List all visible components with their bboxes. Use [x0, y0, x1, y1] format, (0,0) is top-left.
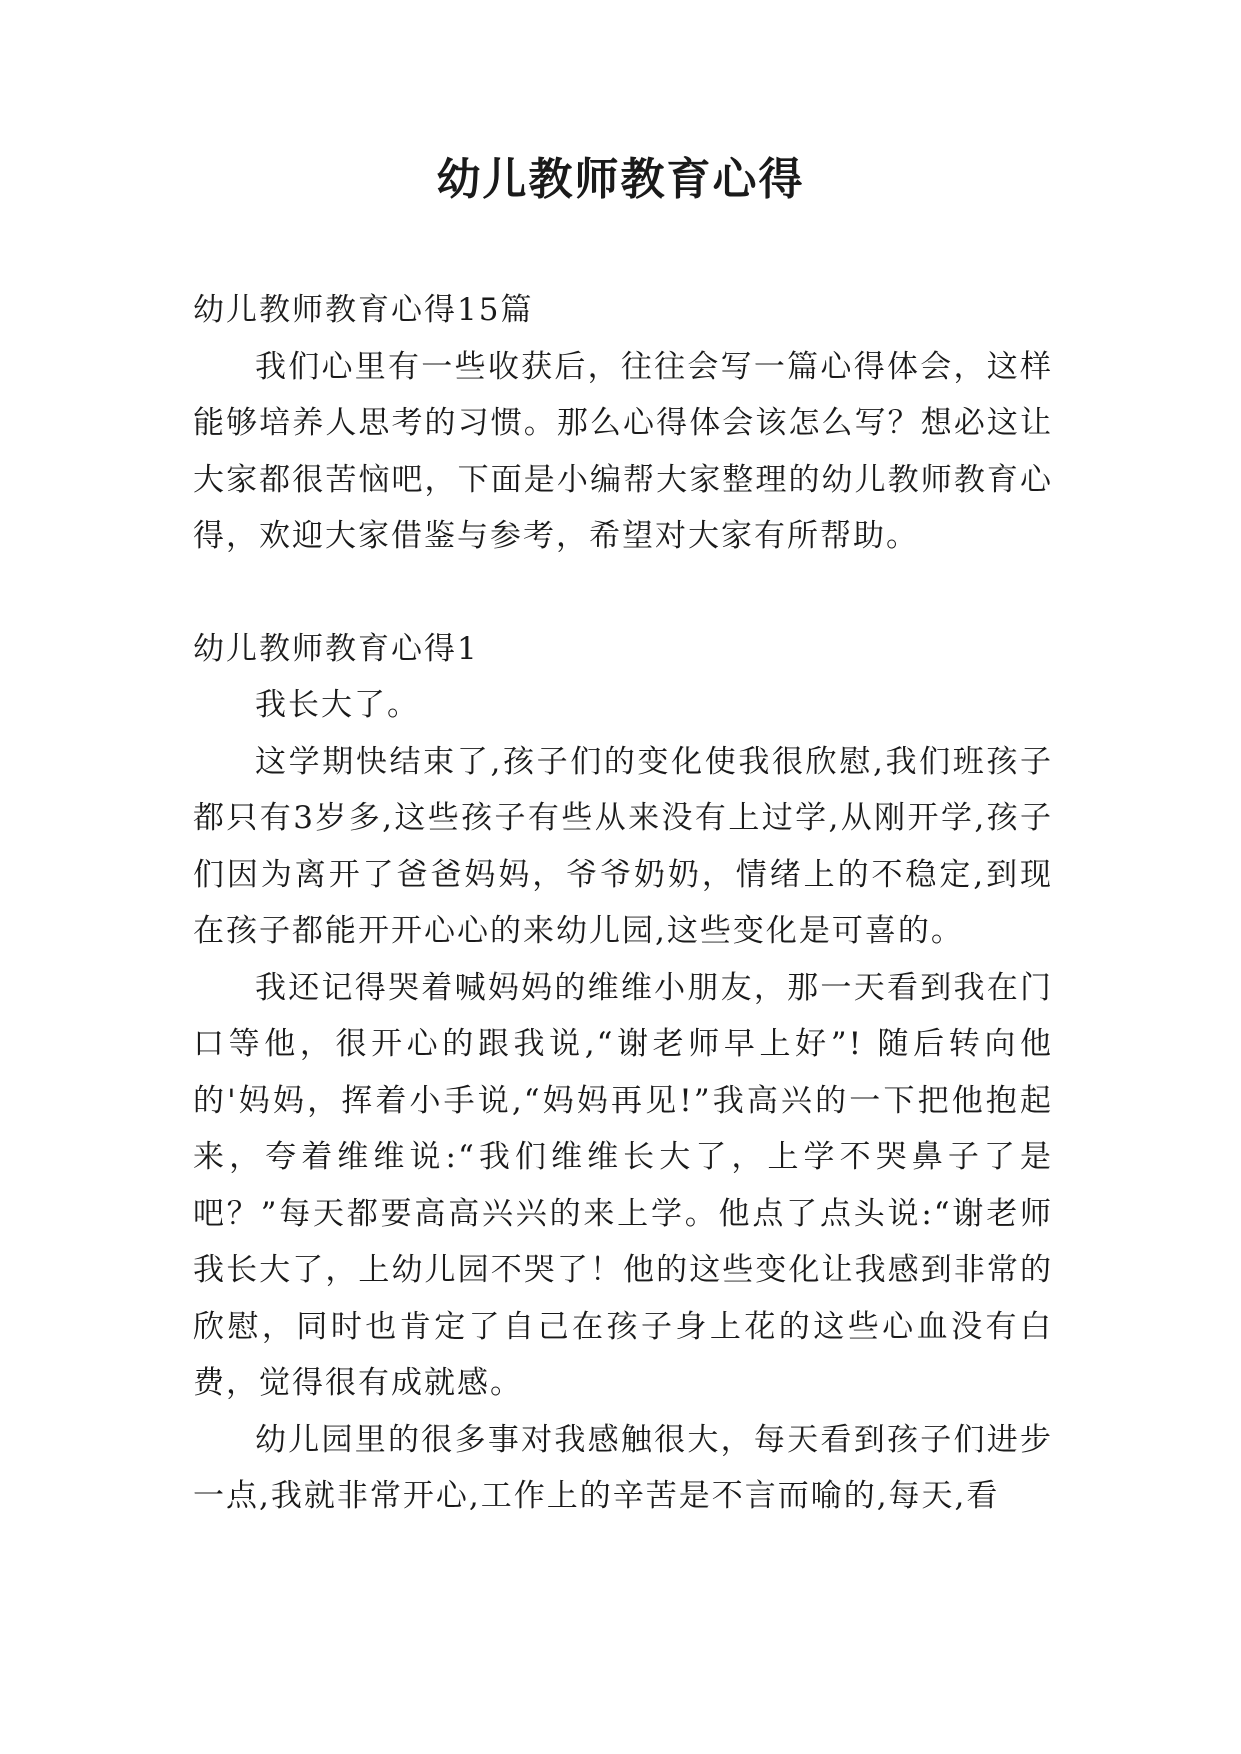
- document-title: 幼儿教师教育心得: [436, 154, 805, 205]
- body-paragraph: 这学期快结束了,孩子们的变化使我很欣慰,我们班孩子都只有3岁多,这些孩子有些从来没有上过学,从刚开学,孩子们因为离开了爸爸妈妈，爷爷奶奶，情绪上的不稳定,到现在孩子都能开开心心的来幼儿园,这些变化是可喜的。: [193, 743, 1053, 949]
- paragraph-spacer: [193, 565, 1053, 621]
- body-paragraph: 我长大了。: [255, 687, 420, 723]
- body-paragraph: 我还记得哭着喊妈妈的维维小朋友，那一天看到我在门口等他，很开心的跟我说,“谢老师早上好”! 随后转向他的'妈妈，挥着小手说,“妈妈再见!”我高兴的一下把他抱起来，夸着维维说:“我们维维长大了，上学不哭鼻子了是吧？”每天都要高高兴兴的来上学。他点了点头说:“谢老师我长大了，上幼儿园不哭了！他的这些变化让我感到非常的欣慰，同时也肯定了自己在孩子身上花的这些心血没有白费，觉得很有成就感。: [193, 969, 1053, 1401]
- intro-paragraph: 我们心里有一些收获后，往往会写一篇心得体会，这样能够培养人思考的习惯。那么心得体会该怎么写？想必这让大家都很苦恼吧，下面是小编帮大家整理的幼儿教师教育心得，欢迎大家借鉴与参考，希望对大家有所帮助。: [193, 348, 1053, 554]
- body-paragraph: 幼儿园里的很多事对我感触很大，每天看到孩子们进步一点,我就非常开心,工作上的辛苦是不言而喻的,每天,看: [193, 1421, 1053, 1514]
- document-body: [193, 282, 1053, 1525]
- section-heading: 幼儿教师教育心得1: [193, 630, 479, 667]
- collection-subtitle: 幼儿教师教育心得15篇: [193, 292, 534, 328]
